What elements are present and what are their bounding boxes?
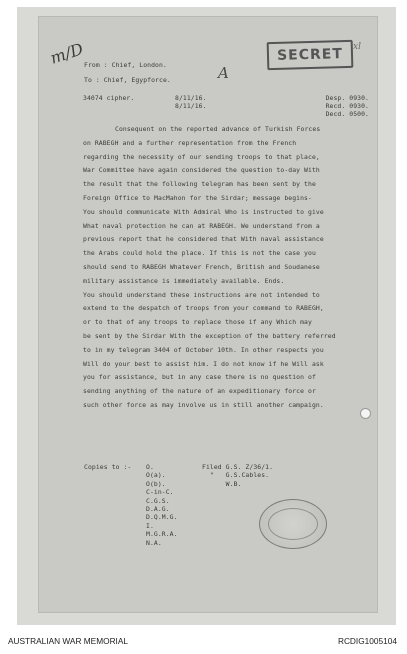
body-line: What naval protection he can at RABEGH. We understand from a (83, 221, 320, 230)
copy-recipient: C-in-C. (146, 488, 174, 497)
received-time: Recd. 0930. (325, 102, 369, 110)
record-id: RCDIG1005104 (337, 636, 397, 646)
secret-stamp: SECRET (267, 40, 354, 70)
copy-recipient: C.G.S. (146, 496, 170, 505)
body-line: previous report that he considered that With naval assistance (83, 235, 324, 244)
body-line: such other force as may involve us in still another campaign. (83, 400, 324, 409)
copy-recipient: D.A.G. (146, 505, 170, 514)
filed-block (202, 463, 273, 488)
body-line: you for assistance, but in any case there is no question of (83, 373, 316, 382)
despatch-time: Desp. 0930. (325, 94, 369, 102)
body-line: You should understand these instructions are not intended to (83, 290, 320, 299)
filed-line: W.B. (202, 479, 242, 488)
handwritten-letter: A (218, 64, 229, 82)
copy-recipient: O(a). (146, 471, 166, 480)
body-line: the Arabs could hold the place. If this is not the case you (83, 249, 316, 258)
body-line: sending anything of the nature of an expeditionary force or (83, 387, 316, 396)
body-line: Foreign Office to MacMahon for the Sirdar; message begins- (83, 193, 312, 202)
document-page (38, 16, 378, 613)
body-line: the result that the following telegram has been sent by the (83, 180, 316, 189)
institution-name: AUSTRALIAN WAR MEMORIAL (8, 636, 129, 646)
body-line: military assistance is immediately available. Ends. (83, 276, 285, 285)
body-line: extend to the despatch of troops from your command to RABEGH, (83, 304, 324, 313)
body-line: be sent by the Sirdar With the exception of the battery referred (83, 331, 336, 340)
copy-recipient: I. (146, 521, 154, 530)
punch-hole (360, 408, 371, 419)
decoded-time: Decd. 0500. (325, 110, 369, 118)
date-sent: 8/11/16. (175, 94, 207, 102)
footer-bar (0, 636, 407, 650)
body-line: should send to RABEGH Whatever French, British and Soudanese (83, 262, 320, 271)
seal-inner-ring (268, 508, 318, 540)
filed-line: " G.S.Cables. (202, 471, 270, 480)
body-line: to in my telegram 3404 of October 10th. In other respects you (83, 345, 324, 354)
copy-recipient: O. (146, 463, 154, 471)
address-block (84, 58, 171, 88)
date-block (175, 94, 207, 110)
body-line: You should communicate With Admiral Who is instructed to give (83, 207, 324, 216)
body-line: or to that of any troops to replace those if any Which may (83, 318, 312, 327)
to-line: To : Chief, Egypforce. (84, 76, 171, 84)
date-received: 8/11/16. (175, 102, 207, 110)
copy-recipient: M.G.R.A. (146, 530, 178, 539)
body-line: on RABEGH and a further representation from the French (83, 138, 297, 147)
copies-list (146, 463, 178, 547)
from-line: From : Chief, London. (84, 61, 167, 69)
message-body (83, 123, 376, 413)
cipher-reference: 34074 cipher. (83, 94, 135, 102)
copy-recipient: D.Q.M.G. (146, 513, 178, 522)
stamp-annotation: xl (353, 42, 361, 52)
body-line: Consequent on the reported advance of Turkish Forces (115, 125, 321, 133)
handwritten-mark: m/D (47, 39, 86, 68)
body-line: Will do your best to assist him. I do not know if he Will ask (83, 359, 324, 368)
dispatch-times (301, 94, 369, 118)
filed-line: Filed G.S. Z/36/1. (202, 463, 274, 471)
copies-label: Copies to :- (84, 463, 132, 471)
copy-recipient: N.A. (146, 538, 162, 547)
body-line: War Committee have again considered the question to-day With (83, 166, 320, 175)
copy-recipient: O(b). (146, 479, 166, 488)
oval-seal (259, 499, 327, 549)
body-line: regarding the necessity of our sending troops to that place, (83, 152, 320, 161)
